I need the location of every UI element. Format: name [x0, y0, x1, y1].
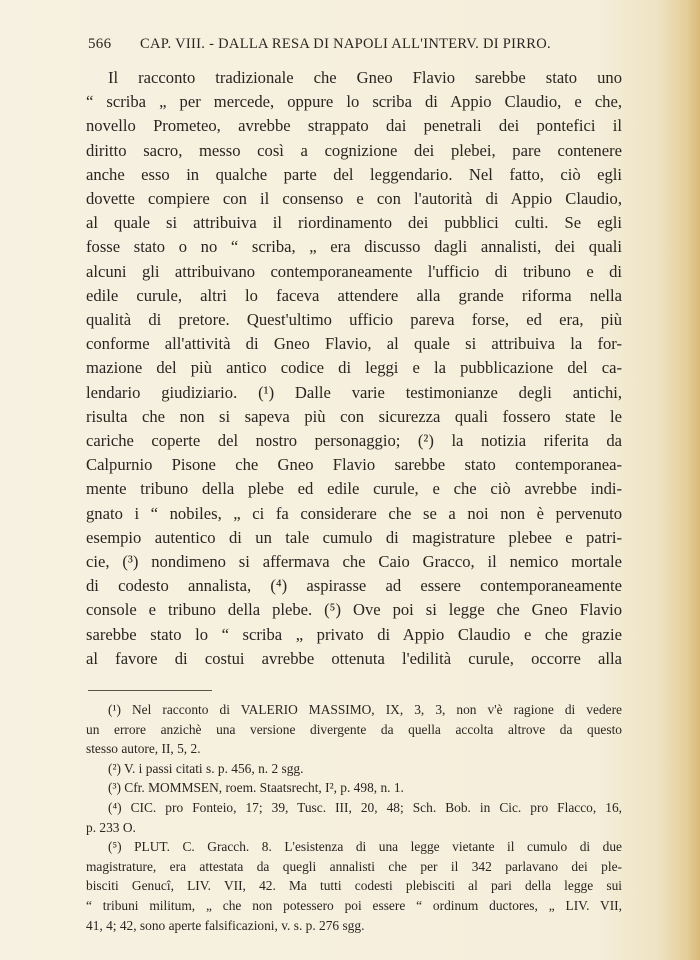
footnotes — [86, 700, 622, 935]
footnote-line: 41, 4; 42, sono aperte falsificazioni, v. s. p. 276 sgg. — [86, 917, 365, 933]
body-line: risulta che non si sapeva più con sicurezza quali fossero state le — [86, 406, 622, 426]
body-line: gnato i “ nobiles, „ ci fa considerare che se a noi non è pervenuto — [86, 503, 622, 523]
body-line: edile curule, altri lo faceva attendere alla grande riforma nella — [86, 285, 622, 305]
body-line: al quale si attribuiva il riordinamento dei pubblici culti. Se egli — [86, 213, 622, 233]
footnote-line: (⁴) CIC. pro Fonteio, 17; 39, Tusc. III, 20, 48; Sch. Bob. in Cic. pro Flacco, 16, — [108, 799, 622, 815]
body-line: mazione del più antico codice di leggi e la pubblicazione del ca- — [86, 358, 622, 378]
footnote-1 — [86, 700, 622, 759]
footnote-2 — [86, 759, 622, 779]
body-line: console e tribuno della plebe. (⁵) Ove poi si legge che Gneo Flavio — [86, 600, 622, 620]
body-line: Calpurnio Pisone che Gneo Flavio sarebbe stato contemporanea- — [86, 455, 622, 475]
body-line: Il racconto tradizionale che Gneo Flavio sarebbe stato uno — [108, 68, 622, 87]
footnote-line: bisciti Genucî, LIV. VII, 42. Ma tutti codesti plebisciti al pari della legge sui — [86, 878, 622, 894]
body-line: cie, (³) nondimeno si affermava che Caio Gracco, il nemico mortale — [86, 552, 622, 572]
page-number: 566 — [88, 36, 112, 52]
running-title: CAP. VIII. - DALLA RESA DI NAPOLI ALL'INTERV. DI PIRRO. — [140, 36, 551, 52]
footnote-5 — [86, 837, 622, 935]
footnote-4 — [86, 798, 622, 837]
body-line: dovette compiere con il consenso e con l'autorità di Appio Claudio, — [86, 189, 622, 209]
running-header — [88, 36, 588, 53]
footnote-line: p. 233 O. — [86, 819, 136, 835]
body-line: esempio autentico di un tale cumulo di magistrature plebee e patri- — [86, 527, 622, 547]
body-line: sarebbe stato lo “ scriba „ privato di Appio Claudio e che grazie — [86, 624, 622, 644]
footnote-line: magistrature, era attestata da quegli annalisti che per il 342 parlavano dei ple- — [86, 858, 622, 874]
footnote-line: (³) Cfr. MOMMSEN, roem. Staatsrecht, I², p. 498, n. 1. — [108, 780, 404, 796]
footnote-line: (²) V. i passi citati s. p. 456, n. 2 sgg. — [108, 760, 304, 776]
body-line: cariche coperte del nostro personaggio; (²) la notizia riferita da — [86, 431, 622, 451]
footnote-line: (¹) Nel racconto di VALERIO MASSIMO, IX, 3, 3, non v'è ragione di vedere — [108, 702, 622, 717]
main-paragraph — [86, 66, 622, 671]
body-line: anche esso in qualche parte del leggendario. Nel fatto, ciò egli — [86, 164, 622, 184]
body-line: conforme all'attività di Gneo Flavio, al quale si attribuiva la for- — [86, 334, 622, 354]
body-line: “ scriba „ per mercede, oppure lo scriba di Appio Claudio, e che, — [86, 92, 622, 112]
body-line: lendario giudiziario. (¹) Dalle varie testimonianze degli antichi, — [86, 382, 622, 402]
body-line: alcuni gli attribuivano contemporaneamente l'ufficio di tribuno e di — [86, 261, 622, 281]
footnote-3 — [86, 778, 622, 798]
body-line: di codesto annalista, (⁴) aspirasse ad essere contemporaneamente — [86, 576, 622, 596]
body-line: fosse stato o no “ scriba, „ era discusso dagli annalisti, dei quali — [86, 237, 622, 257]
body-line: mente tribuno della plebe ed edile curule, e che ciò avrebbe indi- — [86, 479, 622, 499]
footnote-rule — [88, 690, 212, 691]
footnote-line: “ tribuni militum, „ che non potessero poi essere “ ordinum ductores, „ LIV. VII, — [86, 897, 622, 913]
footnote-line: un errore anzichè una versione divergente da quella accolta altrove da questo — [86, 721, 622, 737]
body-line: diritto sacro, messo così a cognizione dei plebei, pare contenere — [86, 140, 622, 160]
body-line: qualità di pretore. Quest'ultimo ufficio pareva forse, ed era, più — [86, 310, 622, 330]
footnote-line: (⁵) PLUT. C. Gracch. 8. L'esistenza di una legge vietante il cumulo di due — [108, 839, 622, 855]
body-line: al favore di costui avrebbe ottenuta l'edilità curule, occorre alla — [86, 648, 622, 668]
body-line: novello Prometeo, avrebbe strappato dai penetrali dei pontefici il — [86, 116, 622, 136]
footnote-line: stesso autore, II, 5, 2. — [86, 741, 201, 757]
